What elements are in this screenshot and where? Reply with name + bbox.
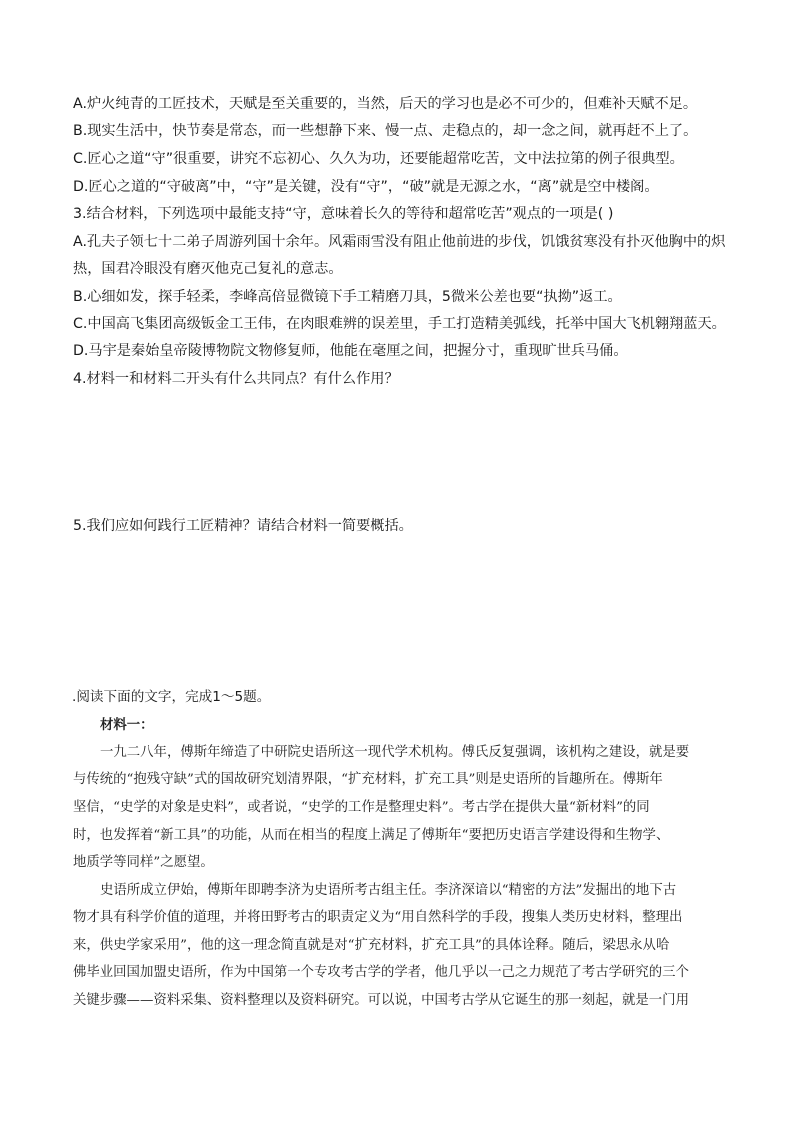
passage-p1-line: 地质学等同样”之愿望。 (73, 855, 214, 870)
q4-stem: 4.材料一和材料二开头有什么共同点？有什么作用？ (73, 371, 399, 387)
passage-p2-line: 物才具有科学价值的道理，并将田野考古的职责定义为“用自然科学的手段，搜集人类历史材料，整理出 (73, 910, 683, 925)
passage-p2-line: 史语所成立伊始，傅斯年即聘李济为史语所考古组主任。李济深谙以“精密的方法”发掘出的地下古 (100, 883, 677, 898)
q2-option-b: B.现实生活中，快节奏是常态，而一些想静下来、慢一点、走稳点的，却一念之间，就再赶不上了。 (73, 123, 698, 139)
passage-instruction: .阅读下面的文字，完成1～5题。 (72, 689, 271, 705)
q2-option-c: C.匠心之道“守”很重要，讲究不忘初心、久久为功，还要能超常吃苦，文中法拉第的例子很典型。 (73, 151, 684, 167)
q3-option-b: B.心细如发，探手轻柔，李峰高倍显微镜下手工精磨刀具，5微米公差也要“执拗”返工。 (73, 289, 622, 305)
q3-option-a-line1: A.孔夫子领七十二弟子周游列国十余年。风霜雨雪没有阻止他前进的步伐，饥饿贫寒没有扑灭他胸中的炽 (73, 234, 726, 250)
q3-option-a-line2: 热，国君冷眼没有磨灭他克己复礼的意志。 (73, 261, 343, 277)
passage-p2-line: 关键步骤——资料采集、资料整理以及资料研究。可以说，中国考古学从它诞生的那一刻起，就是一门用 (73, 993, 689, 1008)
q3-option-d: D.马宇是秦始皇帝陵博物院文物修复师，他能在毫厘之间，把握分寸，重现旷世兵马俑。 (73, 343, 628, 359)
q5-stem: 5.我们应如何践行工匠精神？请结合材料一简要概括。 (73, 518, 413, 534)
q2-option-d: D.匠心之道的“守破离”中，“守”是关键，没有“守”，“破”就是无源之水，“离”就是空中楼阁。 (73, 179, 659, 195)
passage-p1-line: 坚信，“史学的对象是史料”，或者说，“史学的工作是整理史料”。考古学在提供大量“新材料”的同 (73, 800, 650, 815)
q3-stem: 3.结合材料，下列选项中最能支持“守，意味着长久的等待和超常吃苦”观点的一项是( ) (73, 206, 614, 222)
passage-p1-line: 时，也发挥着“新工具”的功能，从而在相当的程度上满足了傅斯年“要把历史语言学建设得和生物学、 (73, 828, 670, 843)
passage-p2-line: 佛毕业回国加盟史语所，作为中国第一个专攻考古学的学者，他几乎以一己之力规范了考古学研究的三个 (73, 965, 689, 980)
passage-p1-line: 一九二八年，傅斯年缔造了中研院史语所这一现代学术机构。傅氏反复强调，该机构之建设，就是要 (100, 745, 690, 760)
q2-option-a: A.炉火纯青的工匠技术，天赋是至关重要的，当然，后天的学习也是必不可少的，但难补天赋不足。 (73, 96, 698, 112)
q3-option-c: C.中国高飞集团高级钣金工王伟，在肉眼难辨的误差里，手工打造精美弧线，托举中国大飞机翱翔蓝天。 (73, 316, 726, 332)
material-one-label: 材料一： (100, 717, 154, 733)
passage-p2-line: 来，供史学家采用”，他的这一理念简直就是对“扩充材料，扩充工具”的具体诠释。随后，梁思永从哈 (73, 938, 670, 953)
passage-p1-line: 与传统的“抱残守缺”式的国故研究划清界限，“扩充材料，扩充工具”则是史语所的旨趣所在。傅斯年 (73, 772, 663, 787)
